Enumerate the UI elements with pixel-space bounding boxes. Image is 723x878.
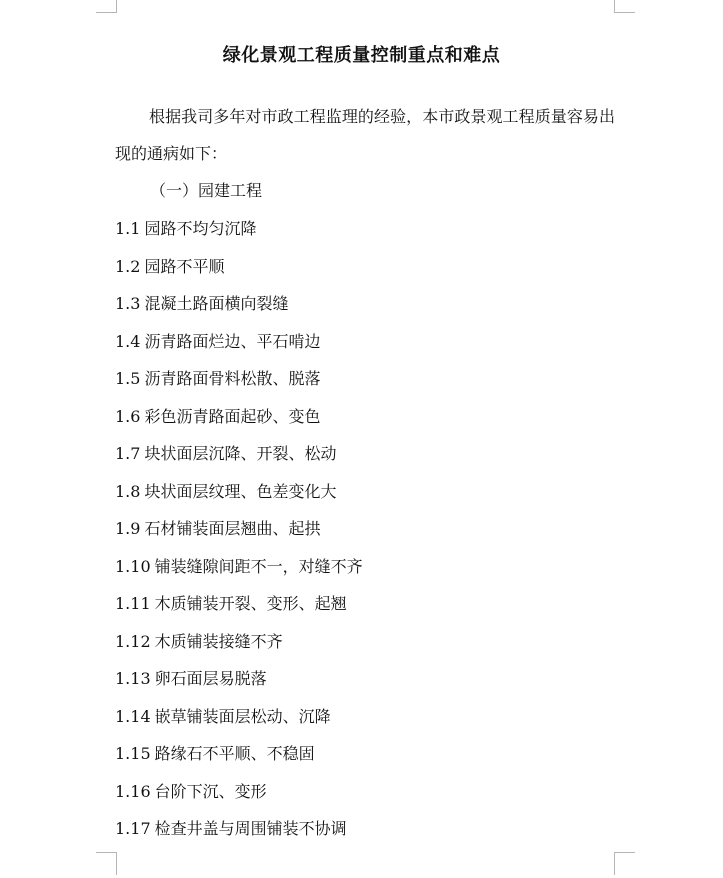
- list-item-text: 沥青路面骨料松散、脱落: [144, 369, 321, 388]
- defect-list: [115, 214, 363, 852]
- list-item-number: 1.6: [115, 406, 141, 426]
- crop-mark-top-right: [614, 0, 635, 13]
- list-item-number: 1.16: [115, 781, 151, 801]
- list-item-text: 铺装缝隙间距不一，对缝不齐: [154, 556, 363, 576]
- section-heading: （一）园建工程: [150, 181, 263, 200]
- list-item-number: 1.10: [115, 556, 151, 576]
- list-item-number: 1.8: [115, 481, 141, 501]
- list-item: [115, 739, 363, 777]
- list-item: [115, 702, 363, 740]
- list-item: [115, 777, 363, 815]
- list-item-number: 1.4: [115, 331, 141, 351]
- list-item: [115, 252, 363, 290]
- list-item: [115, 289, 363, 327]
- crop-mark-bottom-right: [614, 852, 635, 875]
- list-item: [115, 477, 363, 515]
- list-item-number: 1.2: [115, 256, 141, 276]
- list-item-number: 1.15: [115, 744, 151, 763]
- list-item: [115, 589, 363, 627]
- list-item: [115, 327, 363, 365]
- list-item-text: 台阶下沉、变形: [154, 781, 267, 801]
- list-item-number: 1.5: [115, 369, 141, 388]
- list-item-text: 卵石面层易脱落: [154, 669, 267, 688]
- list-item: [115, 402, 363, 440]
- list-item-text: 路缘石不平顺、不稳固: [154, 744, 315, 763]
- list-item-text: 嵌草铺装面层松动、沉降: [154, 706, 331, 726]
- list-item-number: 1.9: [115, 519, 141, 538]
- list-item-text: 彩色沥青路面起砂、变色: [144, 406, 321, 426]
- list-item-text: 园路不平顺: [144, 256, 225, 276]
- list-item: [115, 514, 363, 552]
- list-item-text: 混凝土路面横向裂缝: [144, 294, 289, 313]
- intro-paragraph: 根据我司多年对市政工程监理的经验，本市政景观工程质量容易出现的通病如下：: [115, 107, 615, 163]
- list-item-number: 1.3: [115, 294, 141, 313]
- list-item-text: 检查井盖与周围铺装不协调: [154, 819, 347, 838]
- list-item: [115, 627, 363, 665]
- list-item-text: 沥青路面烂边、平石啃边: [144, 331, 321, 351]
- list-item-text: 石材铺装面层翘曲、起拱: [144, 519, 321, 538]
- list-item-text: 木质铺装接缝不齐: [154, 631, 283, 651]
- list-item-number: 1.7: [115, 444, 141, 463]
- document-title: 绿化景观工程质量控制重点和难点: [222, 45, 501, 66]
- list-item: [115, 364, 363, 402]
- list-item-number: 1.13: [115, 669, 151, 688]
- list-item-number: 1.17: [115, 819, 151, 838]
- list-item: [115, 664, 363, 702]
- crop-mark-top-left: [96, 0, 117, 13]
- list-item: [115, 214, 363, 252]
- list-item: [115, 814, 363, 852]
- list-item-number: 1.1: [115, 219, 141, 238]
- list-item-text: 块状面层纹理、色差变化大: [144, 481, 337, 501]
- list-item-number: 1.11: [115, 594, 151, 613]
- list-item-text: 块状面层沉降、开裂、松动: [144, 444, 337, 463]
- list-item: [115, 439, 363, 477]
- list-item-number: 1.12: [115, 631, 151, 651]
- list-item-number: 1.14: [115, 706, 151, 726]
- list-item-text: 木质铺装开裂、变形、起翘: [154, 594, 347, 613]
- list-item-text: 园路不均匀沉降: [144, 219, 257, 238]
- list-item: [115, 552, 363, 590]
- crop-mark-bottom-left: [96, 852, 117, 875]
